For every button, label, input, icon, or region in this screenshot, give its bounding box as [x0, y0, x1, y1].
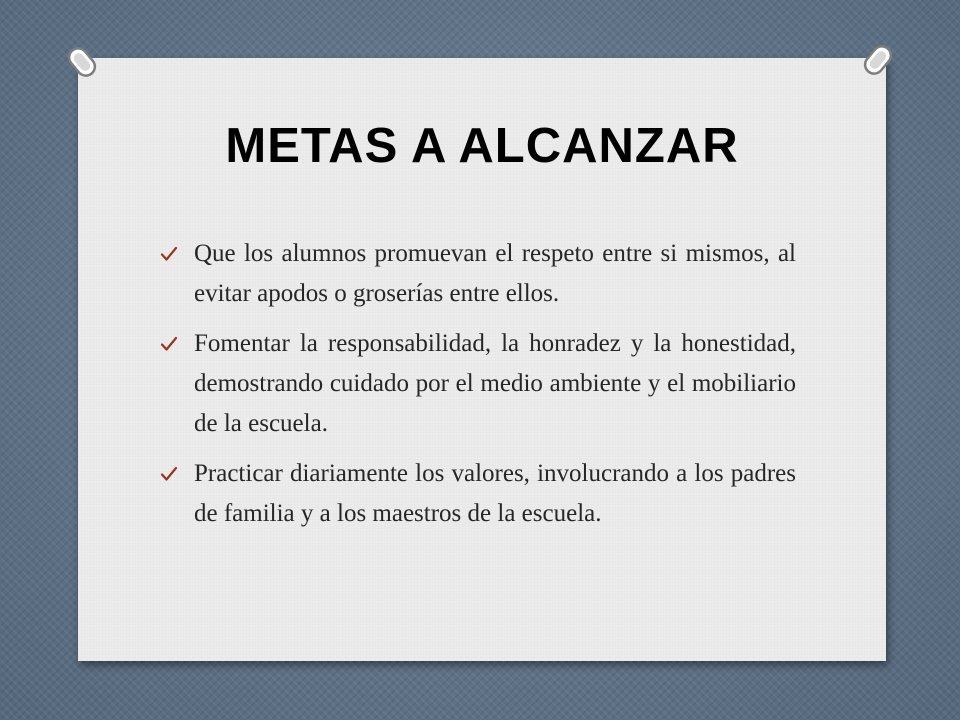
bullet-text: Practicar diariamente los valores, involucrando a los padres de familia y a los maestros de la escuela. [194, 460, 796, 527]
bullet-item [158, 454, 796, 534]
bullet-list [158, 234, 796, 544]
check-icon [160, 465, 178, 483]
bullet-text: Fomentar la responsabilidad, la honradez y la honestidad, demostrando cuidado por el medio ambiente y el mobiliario de la escuela. [194, 330, 796, 437]
bullet-item [158, 234, 796, 314]
check-icon [160, 335, 178, 353]
check-icon [160, 245, 178, 263]
pin-icon [858, 40, 898, 80]
slide-title: METAS A ALCANZAR [225, 119, 739, 173]
bullet-text: Que los alumnos promuevan el respeto entre si mismos, al evitar apodos o groserías entre ellos. [194, 240, 796, 307]
bullet-item [158, 324, 796, 444]
pin-icon [62, 42, 102, 82]
